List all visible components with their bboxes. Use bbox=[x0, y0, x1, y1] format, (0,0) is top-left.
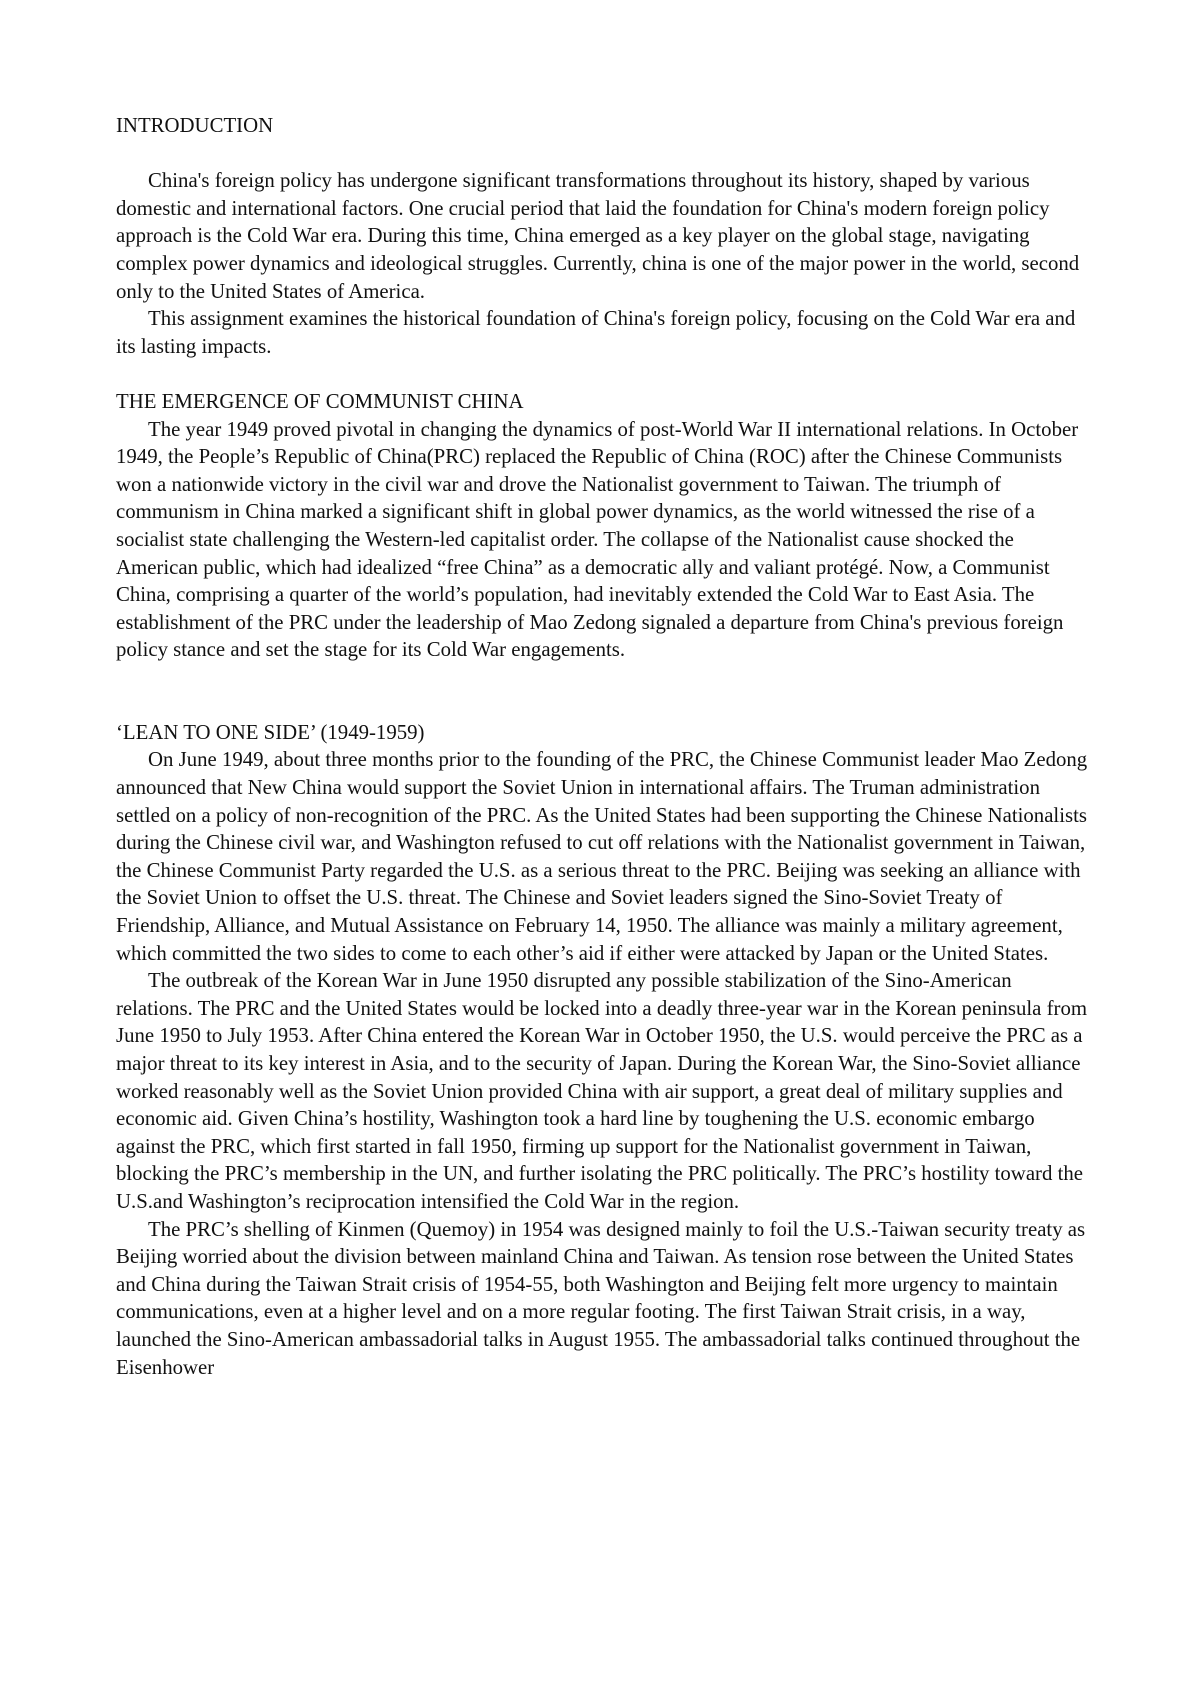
paragraph: This assignment examines the historical foundation of China's foreign policy, focusing on the Cold War era and its lasting impacts. bbox=[116, 307, 1076, 358]
paragraph: The PRC’s shelling of Kinmen (Quemoy) in 1954 was designed mainly to foil the U.S.-Taiwan security treaty as Beijing worried about the division between mainland China and Taiwan. As tension rose between the United States and China during the Taiwan Strait crisis of 1954-55, both Washington and Beijing felt more urgency to maintain communications, even at a higher level and on a more regular footing. The first Taiwan Strait crisis, in a way, launched the Sino-American ambassadorial talks in August 1955. The ambassadorial talks continued throughout the Eisenhower bbox=[116, 1217, 1086, 1379]
section-spacer bbox=[116, 664, 1090, 719]
paragraph: China's foreign policy has undergone significant transformations throughout its history, shaped by various domestic and international factors. One crucial period that laid the foundation for China's modern foreign policy approach is the Cold War era. During this time, China emerged as a key player on the global stage, navigating complex power dynamics and ideological struggles. Currently, china is one of the major power in the world, second only to the United States of America. bbox=[116, 169, 1080, 303]
section-spacer bbox=[116, 360, 1090, 388]
document-page bbox=[116, 112, 1090, 1381]
paragraph: The year 1949 proved pivotal in changing the dynamics of post-World War II international relations. In October 1949, the People’s Republic of China(PRC) replaced the Republic of China (ROC) after the Chinese Communists won a nationwide victory in the civil war and drove the Nationalist government to Taiwan. The triumph of communism in China marked a significant shift in global power dynamics, as the world witnessed the rise of a socialist state challenging the Western-led capitalist order. The collapse of the Nationalist cause shocked the American public, which had idealized “free China” as a democratic ally and valiant protégé. Now, a Communist China, comprising a quarter of the world’s population, had inevitably extended the Cold War to East Asia. The establishment of the PRC under the leadership of Mao Zedong signaled a departure from China's previous foreign policy stance and set the stage for its Cold War engagements. bbox=[116, 417, 1079, 662]
paragraph: The outbreak of the Korean War in June 1950 disrupted any possible stabilization of the Sino-American relations. The PRC and the United States would be locked into a deadly three-year war in the Korean peninsula from June 1950 to July 1953. After China entered the Korean War in October 1950, the U.S. would perceive the PRC as a major threat to its key interest in Asia, and to the security of Japan. During the Korean War, the Sino-Soviet alliance worked reasonably well as the Soviet Union provided China with air support, a great deal of military supplies and economic aid. Given China’s hostility, Washington took a hard line by toughening the U.S. economic embargo against the PRC, which first started in fall 1950, firming up support for the Nationalist government in Taiwan, blocking the PRC’s membership in the UN, and further isolating the PRC politically. The PRC’s hostility toward the U.S.and Washington’s reciprocation intensified the Cold War in the region. bbox=[116, 969, 1088, 1213]
paragraph: On June 1949, about three months prior to the founding of the PRC, the Chinese Communist leader Mao Zedong announced that New China would support the Soviet Union in international affairs. The Truman administration settled on a policy of non-recognition of the PRC. As the United States had been supporting the Chinese Nationalists during the Chinese civil war, and Washington refused to cut off relations with the Nationalist government in Taiwan, the Chinese Communist Party regarded the U.S. as a serious threat to the PRC. Beijing was seeking an alliance with the Soviet Union to offset the U.S. threat. The Chinese and Soviet leaders signed the Sino-Soviet Treaty of Friendship, Alliance, and Mutual Assistance on February 14, 1950. The alliance was mainly a military agreement, which committed the two sides to come to each other’s aid if either were attacked by Japan or the United States. bbox=[116, 748, 1088, 965]
section-heading-emergence: THE EMERGENCE OF COMMUNIST CHINA bbox=[116, 389, 524, 413]
section-heading-lean-to-one-side: ‘LEAN TO ONE SIDE’ (1949-1959) bbox=[116, 720, 425, 744]
section-heading-introduction: INTRODUCTION bbox=[116, 114, 274, 137]
